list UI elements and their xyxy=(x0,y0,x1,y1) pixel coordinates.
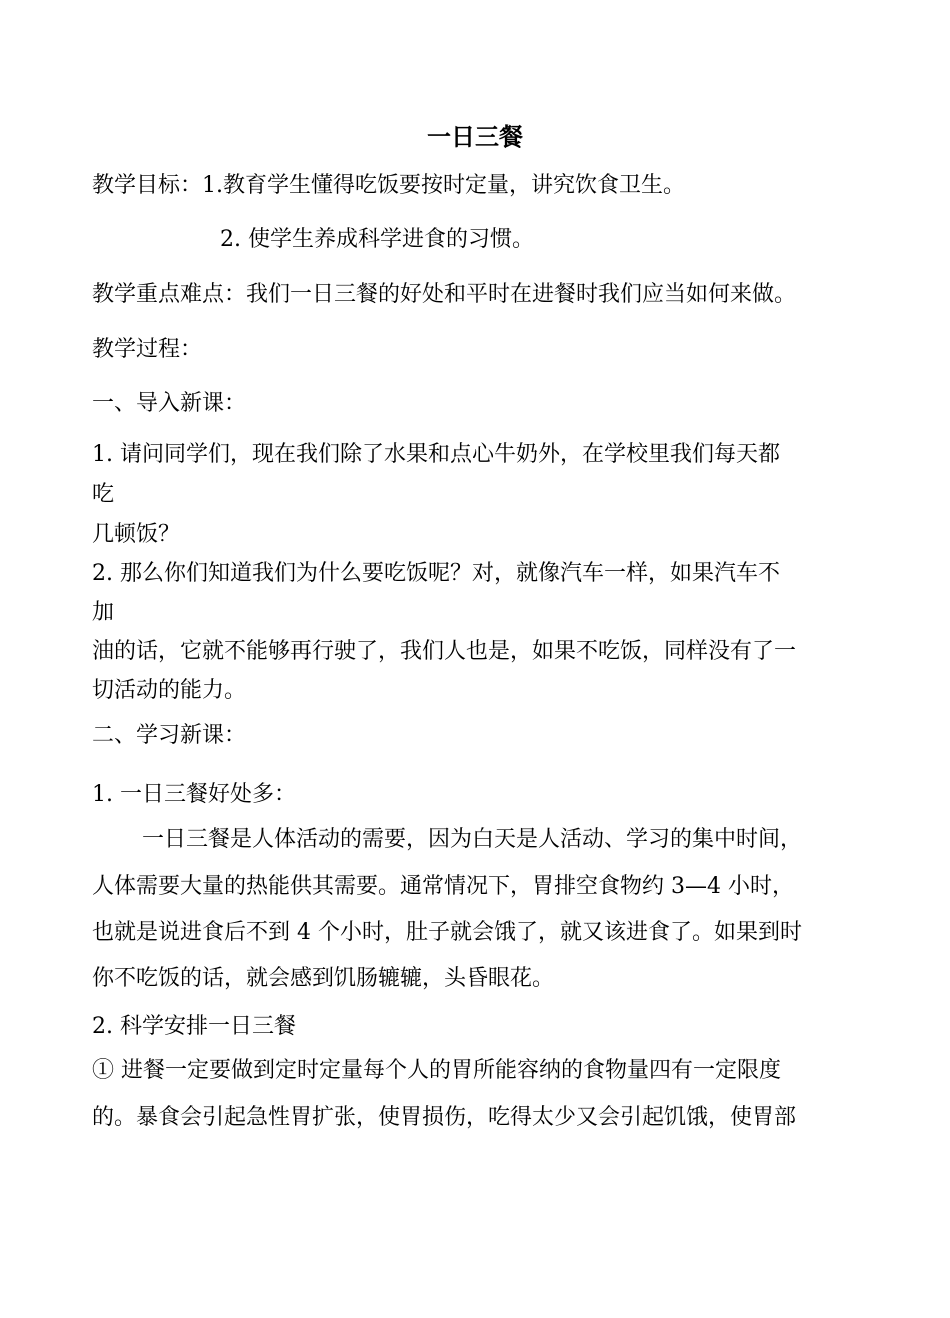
teaching-goal-line-2: 2. 使学生养成科学进食的习惯。 xyxy=(220,227,534,252)
subsection-heading: 1. 一日三餐好处多： xyxy=(92,782,296,807)
paragraph-line: 人体需要大量的热能供其需要。通常情况下，胃排空食物约 3—4 小时， xyxy=(92,874,794,899)
document-title: 一日三餐 xyxy=(427,122,523,151)
section-2-heading: 二、学习新课： xyxy=(92,723,247,748)
paragraph-line: 切活动的能力。 xyxy=(92,678,247,703)
paragraph-line: 吃 xyxy=(92,482,115,507)
paragraph-line: 也就是说进食后不到 4 个小时，肚子就会饿了，就又该进食了。如果到时 xyxy=(92,920,802,945)
teaching-goal-line-1: 教学目标：1.教育学生懂得吃饭要按时定量，讲究饮食卫生。 xyxy=(92,173,685,198)
teaching-process-heading: 教学过程： xyxy=(92,337,203,362)
key-points-line: 教学重点难点：我们一日三餐的好处和平时在进餐时我们应当如何来做。 xyxy=(92,282,797,307)
paragraph-line: 几顿饭？ xyxy=(92,522,181,547)
paragraph-line: 的。暴食会引起急性胃扩张，使胃损伤，吃得太少又会引起饥饿，使胃部 xyxy=(92,1105,797,1130)
paragraph-line: 1. 请问同学们，现在我们除了水果和点心牛奶外，在学校里我们每天都 xyxy=(92,442,780,467)
paragraph-line: 你不吃饭的话，就会感到饥肠辘辘，头昏眼花。 xyxy=(92,966,555,991)
section-1-heading: 一、导入新课： xyxy=(92,391,247,416)
paragraph-line: 一日三餐是人体活动的需要，因为白天是人活动、学习的集中时间， xyxy=(142,827,803,852)
paragraph-line: ① 进餐一定要做到定时定量每个人的胃所能容纳的食物量四有一定限度 xyxy=(92,1058,781,1083)
paragraph-line: 加 xyxy=(92,600,115,625)
subsection-heading: 2. 科学安排一日三餐 xyxy=(92,1014,296,1039)
paragraph-line: 油的话，它就不能够再行驶了，我们人也是，如果不吃饭，同样没有了一 xyxy=(92,639,797,664)
paragraph-line: 2. 那么你们知道我们为什么要吃饭呢？对，就像汽车一样，如果汽车不 xyxy=(92,561,780,586)
